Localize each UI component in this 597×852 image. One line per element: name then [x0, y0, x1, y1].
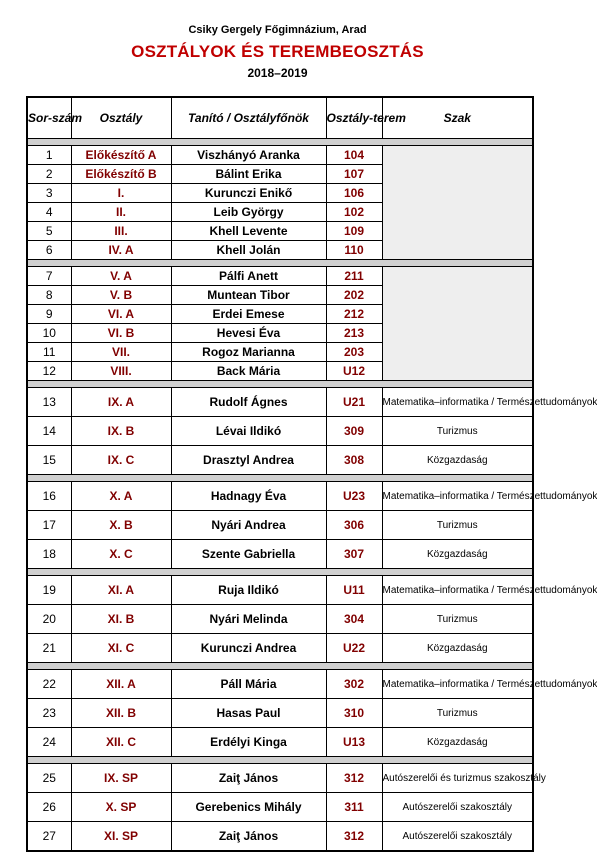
class-name: VI. A — [71, 305, 171, 324]
class-name: XI. C — [71, 634, 171, 663]
row-number: 26 — [27, 793, 71, 822]
row-number: 3 — [27, 184, 71, 203]
row-number: 16 — [27, 482, 71, 511]
table-row — [27, 699, 533, 728]
room-number: 104 — [326, 146, 382, 165]
class-name: Előkészítő B — [71, 165, 171, 184]
row-number: 17 — [27, 511, 71, 540]
col-header-number: Sor-szám — [27, 97, 71, 139]
specialization: Autószerelői szakosztály — [382, 793, 533, 822]
specialization: Matematika–informatika / Természettudományok — [382, 482, 533, 511]
row-number: 27 — [27, 822, 71, 852]
teacher-name: Zaiţ János — [171, 764, 326, 793]
row-number: 8 — [27, 286, 71, 305]
row-number: 9 — [27, 305, 71, 324]
row-number: 18 — [27, 540, 71, 569]
room-number: 306 — [326, 511, 382, 540]
group-separator-cell — [27, 139, 533, 146]
class-name: XI. SP — [71, 822, 171, 852]
school-year: 2018–2019 — [247, 66, 308, 80]
teacher-name: Khell Jolán — [171, 241, 326, 260]
col-header-specialization: Szak — [382, 97, 533, 139]
class-name: IX. B — [71, 417, 171, 446]
teacher-name: Szente Gabriella — [171, 540, 326, 569]
teacher-name: Zaiţ János — [171, 822, 326, 852]
specialization: Közgazdaság — [382, 540, 533, 569]
page-title: OSZTÁLYOK ÉS TEREMBEOSZTÁS — [131, 42, 424, 61]
row-number: 15 — [27, 446, 71, 475]
group-separator — [27, 663, 533, 670]
room-number: U23 — [326, 482, 382, 511]
room-number: 312 — [326, 764, 382, 793]
teacher-name: Kurunczi Enikő — [171, 184, 326, 203]
teacher-name: Kurunczi Andrea — [171, 634, 326, 663]
teacher-name: Back Mária — [171, 362, 326, 381]
school-name: Csiky Gergely Főgimnázium, Arad — [188, 24, 367, 36]
row-number: 23 — [27, 699, 71, 728]
room-number: U13 — [326, 728, 382, 757]
table-row — [27, 267, 533, 286]
teacher-name: Rogoz Marianna — [171, 343, 326, 362]
teacher-name: Erdei Emese — [171, 305, 326, 324]
class-name: XII. C — [71, 728, 171, 757]
col-header-teacher: Tanító / Osztályfőnök — [171, 97, 326, 139]
table-row — [27, 511, 533, 540]
teacher-name: Lévai Ildikó — [171, 417, 326, 446]
class-name: VIII. — [71, 362, 171, 381]
room-number: 312 — [326, 822, 382, 852]
row-number: 2 — [27, 165, 71, 184]
class-name: IX. A — [71, 388, 171, 417]
table-row — [27, 634, 533, 663]
row-number: 10 — [27, 324, 71, 343]
table-row — [27, 793, 533, 822]
class-name: X. SP — [71, 793, 171, 822]
class-name: Előkészítő A — [71, 146, 171, 165]
table-row — [27, 146, 533, 165]
row-number: 1 — [27, 146, 71, 165]
room-number: 110 — [326, 241, 382, 260]
room-number: 109 — [326, 222, 382, 241]
specialization: Turizmus — [382, 605, 533, 634]
specialization: Matematika–informatika / Természettudományok — [382, 670, 533, 699]
class-name: III. — [71, 222, 171, 241]
room-number: 307 — [326, 540, 382, 569]
room-number: 212 — [326, 305, 382, 324]
room-number: 211 — [326, 267, 382, 286]
specialization: Matematika–informatika / Természettudományok — [382, 576, 533, 605]
teacher-name: Ruja Ildikó — [171, 576, 326, 605]
room-number: 202 — [326, 286, 382, 305]
room-number: U11 — [326, 576, 382, 605]
room-number: 107 — [326, 165, 382, 184]
group-separator-cell — [27, 381, 533, 388]
specialization: Autószerelői és turizmus szakosztály — [382, 764, 533, 793]
table-row — [27, 482, 533, 511]
class-name: XI. B — [71, 605, 171, 634]
room-number: 106 — [326, 184, 382, 203]
group-separator — [27, 569, 533, 576]
row-number: 5 — [27, 222, 71, 241]
class-name: VI. B — [71, 324, 171, 343]
teacher-name: Rudolf Ágnes — [171, 388, 326, 417]
room-number: 102 — [326, 203, 382, 222]
specialization: Turizmus — [382, 511, 533, 540]
teacher-name: Páll Mária — [171, 670, 326, 699]
group-separator-cell — [27, 569, 533, 576]
table-row — [27, 670, 533, 699]
teacher-name: Leib György — [171, 203, 326, 222]
group-separator — [27, 475, 533, 482]
row-number: 22 — [27, 670, 71, 699]
group-separator — [27, 139, 533, 146]
room-number: 309 — [326, 417, 382, 446]
group-separator-cell — [27, 757, 533, 764]
specialization: Turizmus — [382, 699, 533, 728]
table-body — [27, 139, 597, 852]
room-number: 203 — [326, 343, 382, 362]
row-number: 12 — [27, 362, 71, 381]
row-number: 21 — [27, 634, 71, 663]
group-separator-cell — [27, 475, 533, 482]
class-name: XII. A — [71, 670, 171, 699]
table-header-row — [27, 97, 533, 139]
room-number: 304 — [326, 605, 382, 634]
row-number: 6 — [27, 241, 71, 260]
teacher-name: Nyári Melinda — [171, 605, 326, 634]
specialization: Közgazdaság — [382, 446, 533, 475]
class-name: XII. B — [71, 699, 171, 728]
specialization-empty — [382, 267, 533, 381]
teacher-name: Pálfi Anett — [171, 267, 326, 286]
class-name: IV. A — [71, 241, 171, 260]
table-row — [27, 728, 533, 757]
specialization: Turizmus — [382, 417, 533, 446]
row-number: 25 — [27, 764, 71, 793]
table-row — [27, 446, 533, 475]
teacher-name: Khell Levente — [171, 222, 326, 241]
teacher-name: Hadnagy Éva — [171, 482, 326, 511]
class-name: X. C — [71, 540, 171, 569]
table-row — [27, 417, 533, 446]
room-number: U12 — [326, 362, 382, 381]
group-separator-cell — [27, 663, 533, 670]
group-separator — [27, 757, 533, 764]
table-row — [27, 822, 533, 852]
room-number: 310 — [326, 699, 382, 728]
specialization: Közgazdaság — [382, 728, 533, 757]
specialization-empty — [382, 146, 533, 260]
teacher-name: Nyári Andrea — [171, 511, 326, 540]
teacher-name: Hasas Paul — [171, 699, 326, 728]
row-number: 24 — [27, 728, 71, 757]
row-number: 20 — [27, 605, 71, 634]
teacher-name: Hevesi Éva — [171, 324, 326, 343]
teacher-name: Muntean Tibor — [171, 286, 326, 305]
room-number: U21 — [326, 388, 382, 417]
class-name: VII. — [71, 343, 171, 362]
class-name: IX. SP — [71, 764, 171, 793]
class-name: IX. C — [71, 446, 171, 475]
teacher-name: Viszhányó Aranka — [171, 146, 326, 165]
teacher-name: Bálint Erika — [171, 165, 326, 184]
room-number: U22 — [326, 634, 382, 663]
col-header-class: Osztály — [71, 97, 171, 139]
specialization: Matematika–informatika / Természettudományok — [382, 388, 533, 417]
teacher-name: Erdélyi Kinga — [171, 728, 326, 757]
room-number: 213 — [326, 324, 382, 343]
table-row — [27, 605, 533, 634]
class-name: II. — [71, 203, 171, 222]
teacher-name: Gerebenics Mihály — [171, 793, 326, 822]
group-separator — [27, 381, 533, 388]
row-number: 11 — [27, 343, 71, 362]
specialization: Autószerelői szakosztály — [382, 822, 533, 852]
class-room-table — [26, 96, 597, 852]
class-name: V. A — [71, 267, 171, 286]
col-header-room: Osztály-terem — [326, 97, 382, 139]
class-name: I. — [71, 184, 171, 203]
table-row — [27, 764, 533, 793]
row-number: 7 — [27, 267, 71, 286]
room-number: 308 — [326, 446, 382, 475]
room-number: 302 — [326, 670, 382, 699]
group-separator — [27, 260, 533, 267]
row-number: 13 — [27, 388, 71, 417]
group-separator-cell — [27, 260, 533, 267]
row-number: 14 — [27, 417, 71, 446]
table-row — [27, 388, 533, 417]
class-name: V. B — [71, 286, 171, 305]
class-name: XI. A — [71, 576, 171, 605]
specialization: Közgazdaság — [382, 634, 533, 663]
table-row — [27, 540, 533, 569]
class-name: X. B — [71, 511, 171, 540]
row-number: 19 — [27, 576, 71, 605]
room-number: 311 — [326, 793, 382, 822]
class-name: X. A — [71, 482, 171, 511]
teacher-name: Drasztyl Andrea — [171, 446, 326, 475]
table-row — [27, 576, 533, 605]
row-number: 4 — [27, 203, 71, 222]
